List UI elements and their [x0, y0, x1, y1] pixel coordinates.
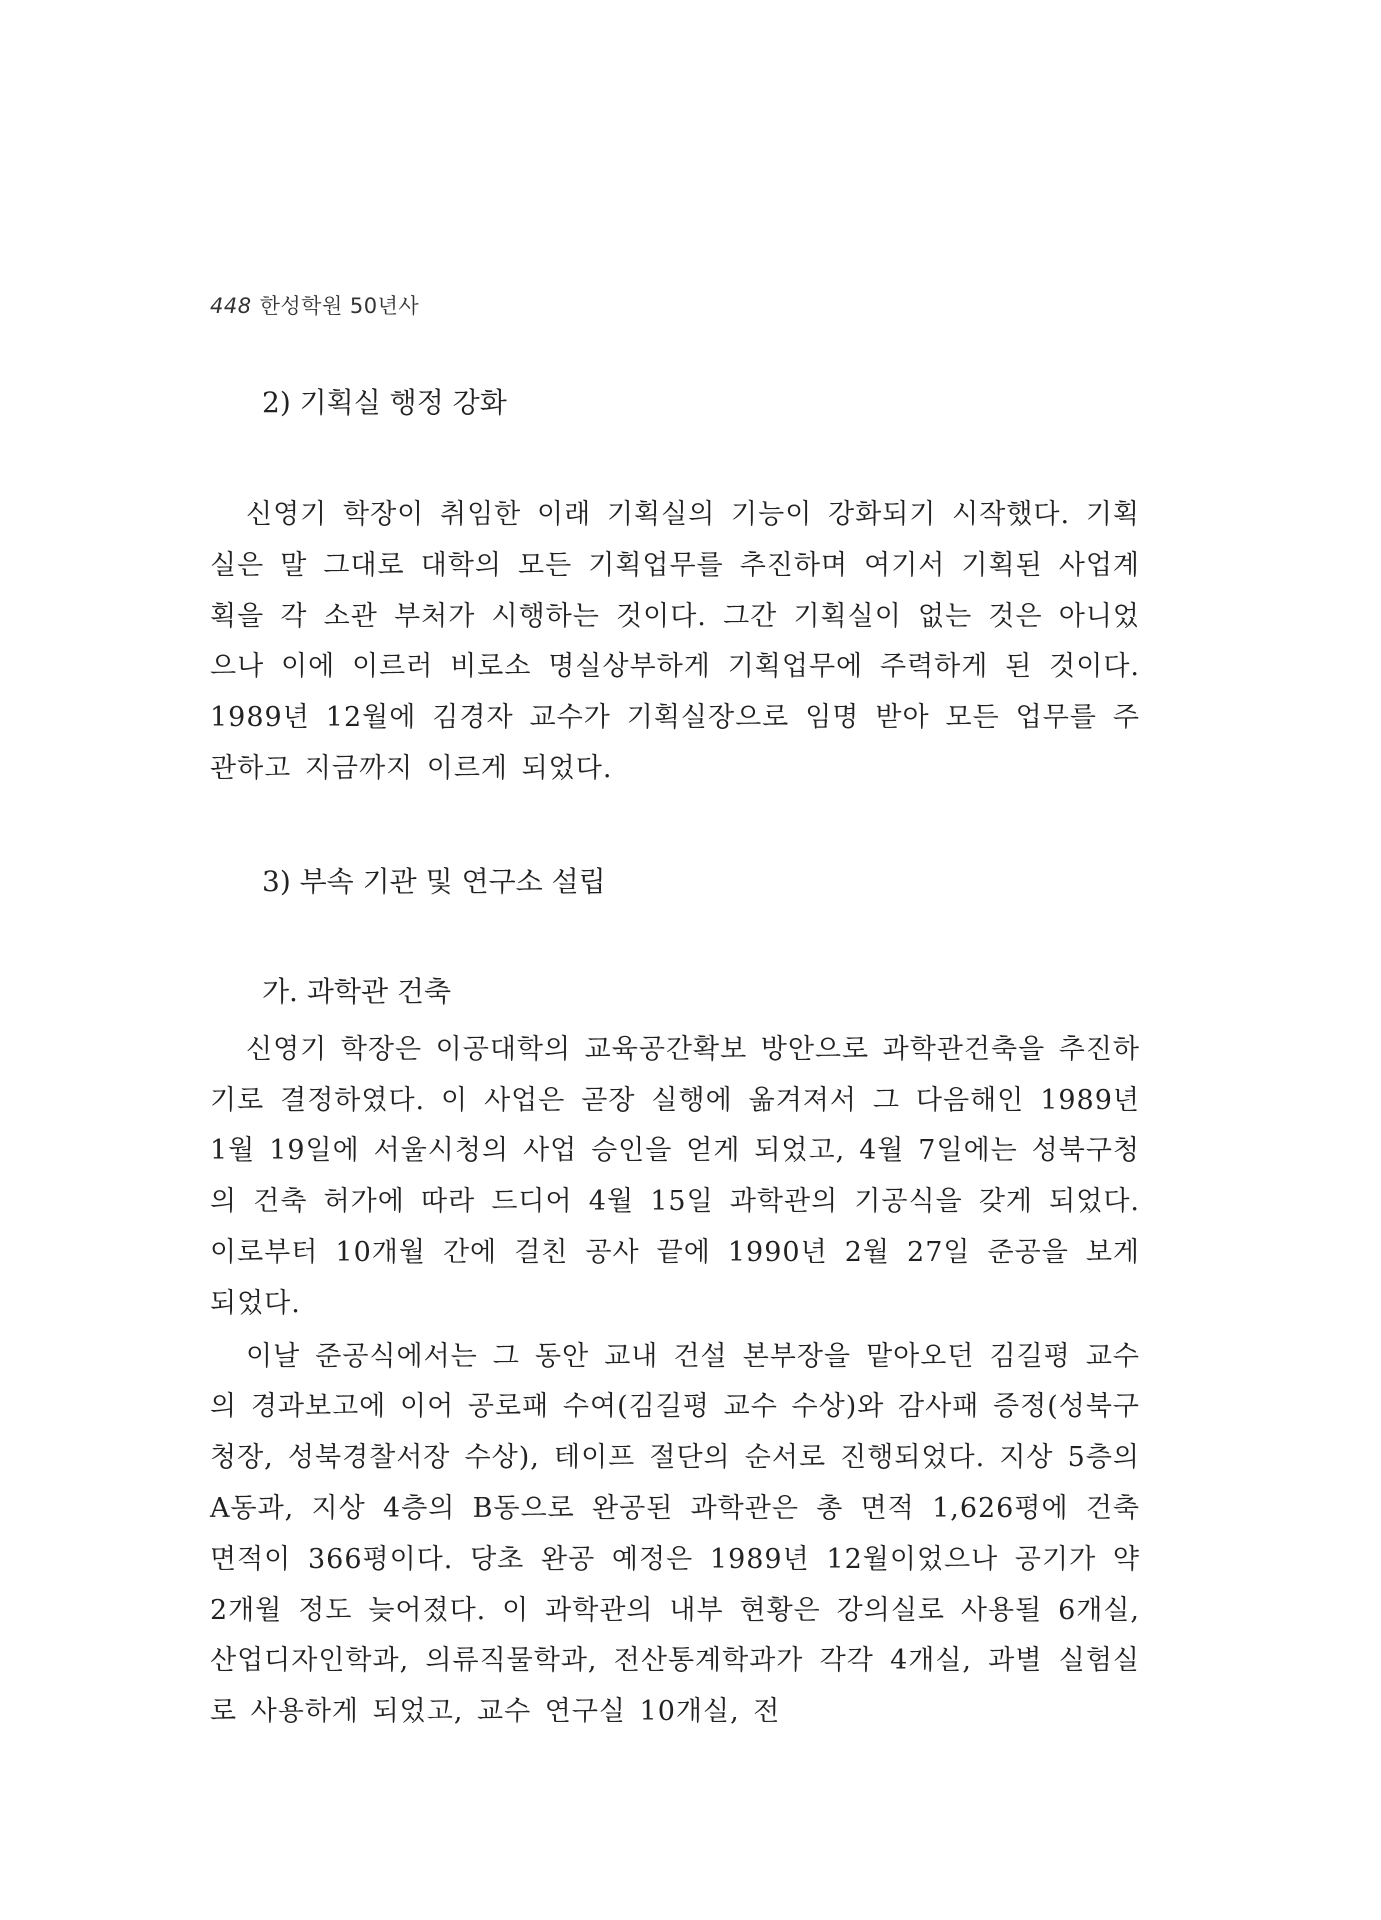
book-title: 한성학원 50년사	[259, 294, 420, 318]
page-content	[210, 380, 1140, 1738]
paragraph-science-hall-1: 신영기 학장은 이공대학의 교육공간확보 방안으로 과학관건축을 추진하기로 결정하였다. 이 사업은 곧장 실행에 옮겨져서 그 다음해인 1989년 1월 19일에 서울시청의 사업 승인을 얻게 되었고, 4월 7일에는 성북구청의 건축 허가에 따라 드디어 4월 15일 과학관의 기공식을 갖게 되었다. 이로부터 10개월 간에 걸친 공사 끝에 1990년 2월 27일 준공을 보게 되었다.	[210, 1033, 1140, 1319]
running-header	[210, 290, 419, 320]
page-number: 448	[210, 294, 252, 318]
section-heading-institutes: 3) 부속 기관 및 연구소 설립	[262, 864, 606, 898]
paragraph-planning: 신영기 학장이 취임한 이래 기획실의 기능이 강화되기 시작했다. 기획실은 말 그대로 대학의 모든 기획업무를 추진하며 여기서 기획된 사업계획을 각 소관 부처가 시행하는 것이다. 그간 기획실이 없는 것은 아니었으나 이에 이르러 비로소 명실상부하게 기획업무에 주력하게 된 것이다. 1989년 12월에 김경자 교수가 기획실장으로 임명 받아 모든 업무를 주관하고 지금까지 이르게 되었다.	[210, 499, 1140, 784]
section-heading-planning: 2) 기획실 행정 강화	[262, 386, 507, 419]
subsection-heading-science-hall: 가. 과학관 건축	[262, 974, 451, 1008]
paragraph-science-hall-2: 이날 준공식에서는 그 동안 교내 건설 본부장을 맡아오던 김길평 교수의 경과보고에 이어 공로패 수여(김길평 교수 수상)와 감사패 증정(성북구청장, 성북경찰서장 수상), 테이프 절단의 순서로 진행되었다. 지상 5층의 A동과, 지상 4층의 B동으로 완공된 과학관은 총 면적 1,626평에 건축 면적이 366평이다. 당초 완공 예정은 1989년 12월이었으나 공기가 약 2개월 정도 늦어졌다. 이 과학관의 내부 현황은 강의실로 사용될 6개실, 산업디자인학과, 의류직물학과, 전산통계학과가 각각 4개실, 과별 실험실로 사용하게 되었고, 교수 연구실 10개실, 전	[210, 1340, 1140, 1728]
